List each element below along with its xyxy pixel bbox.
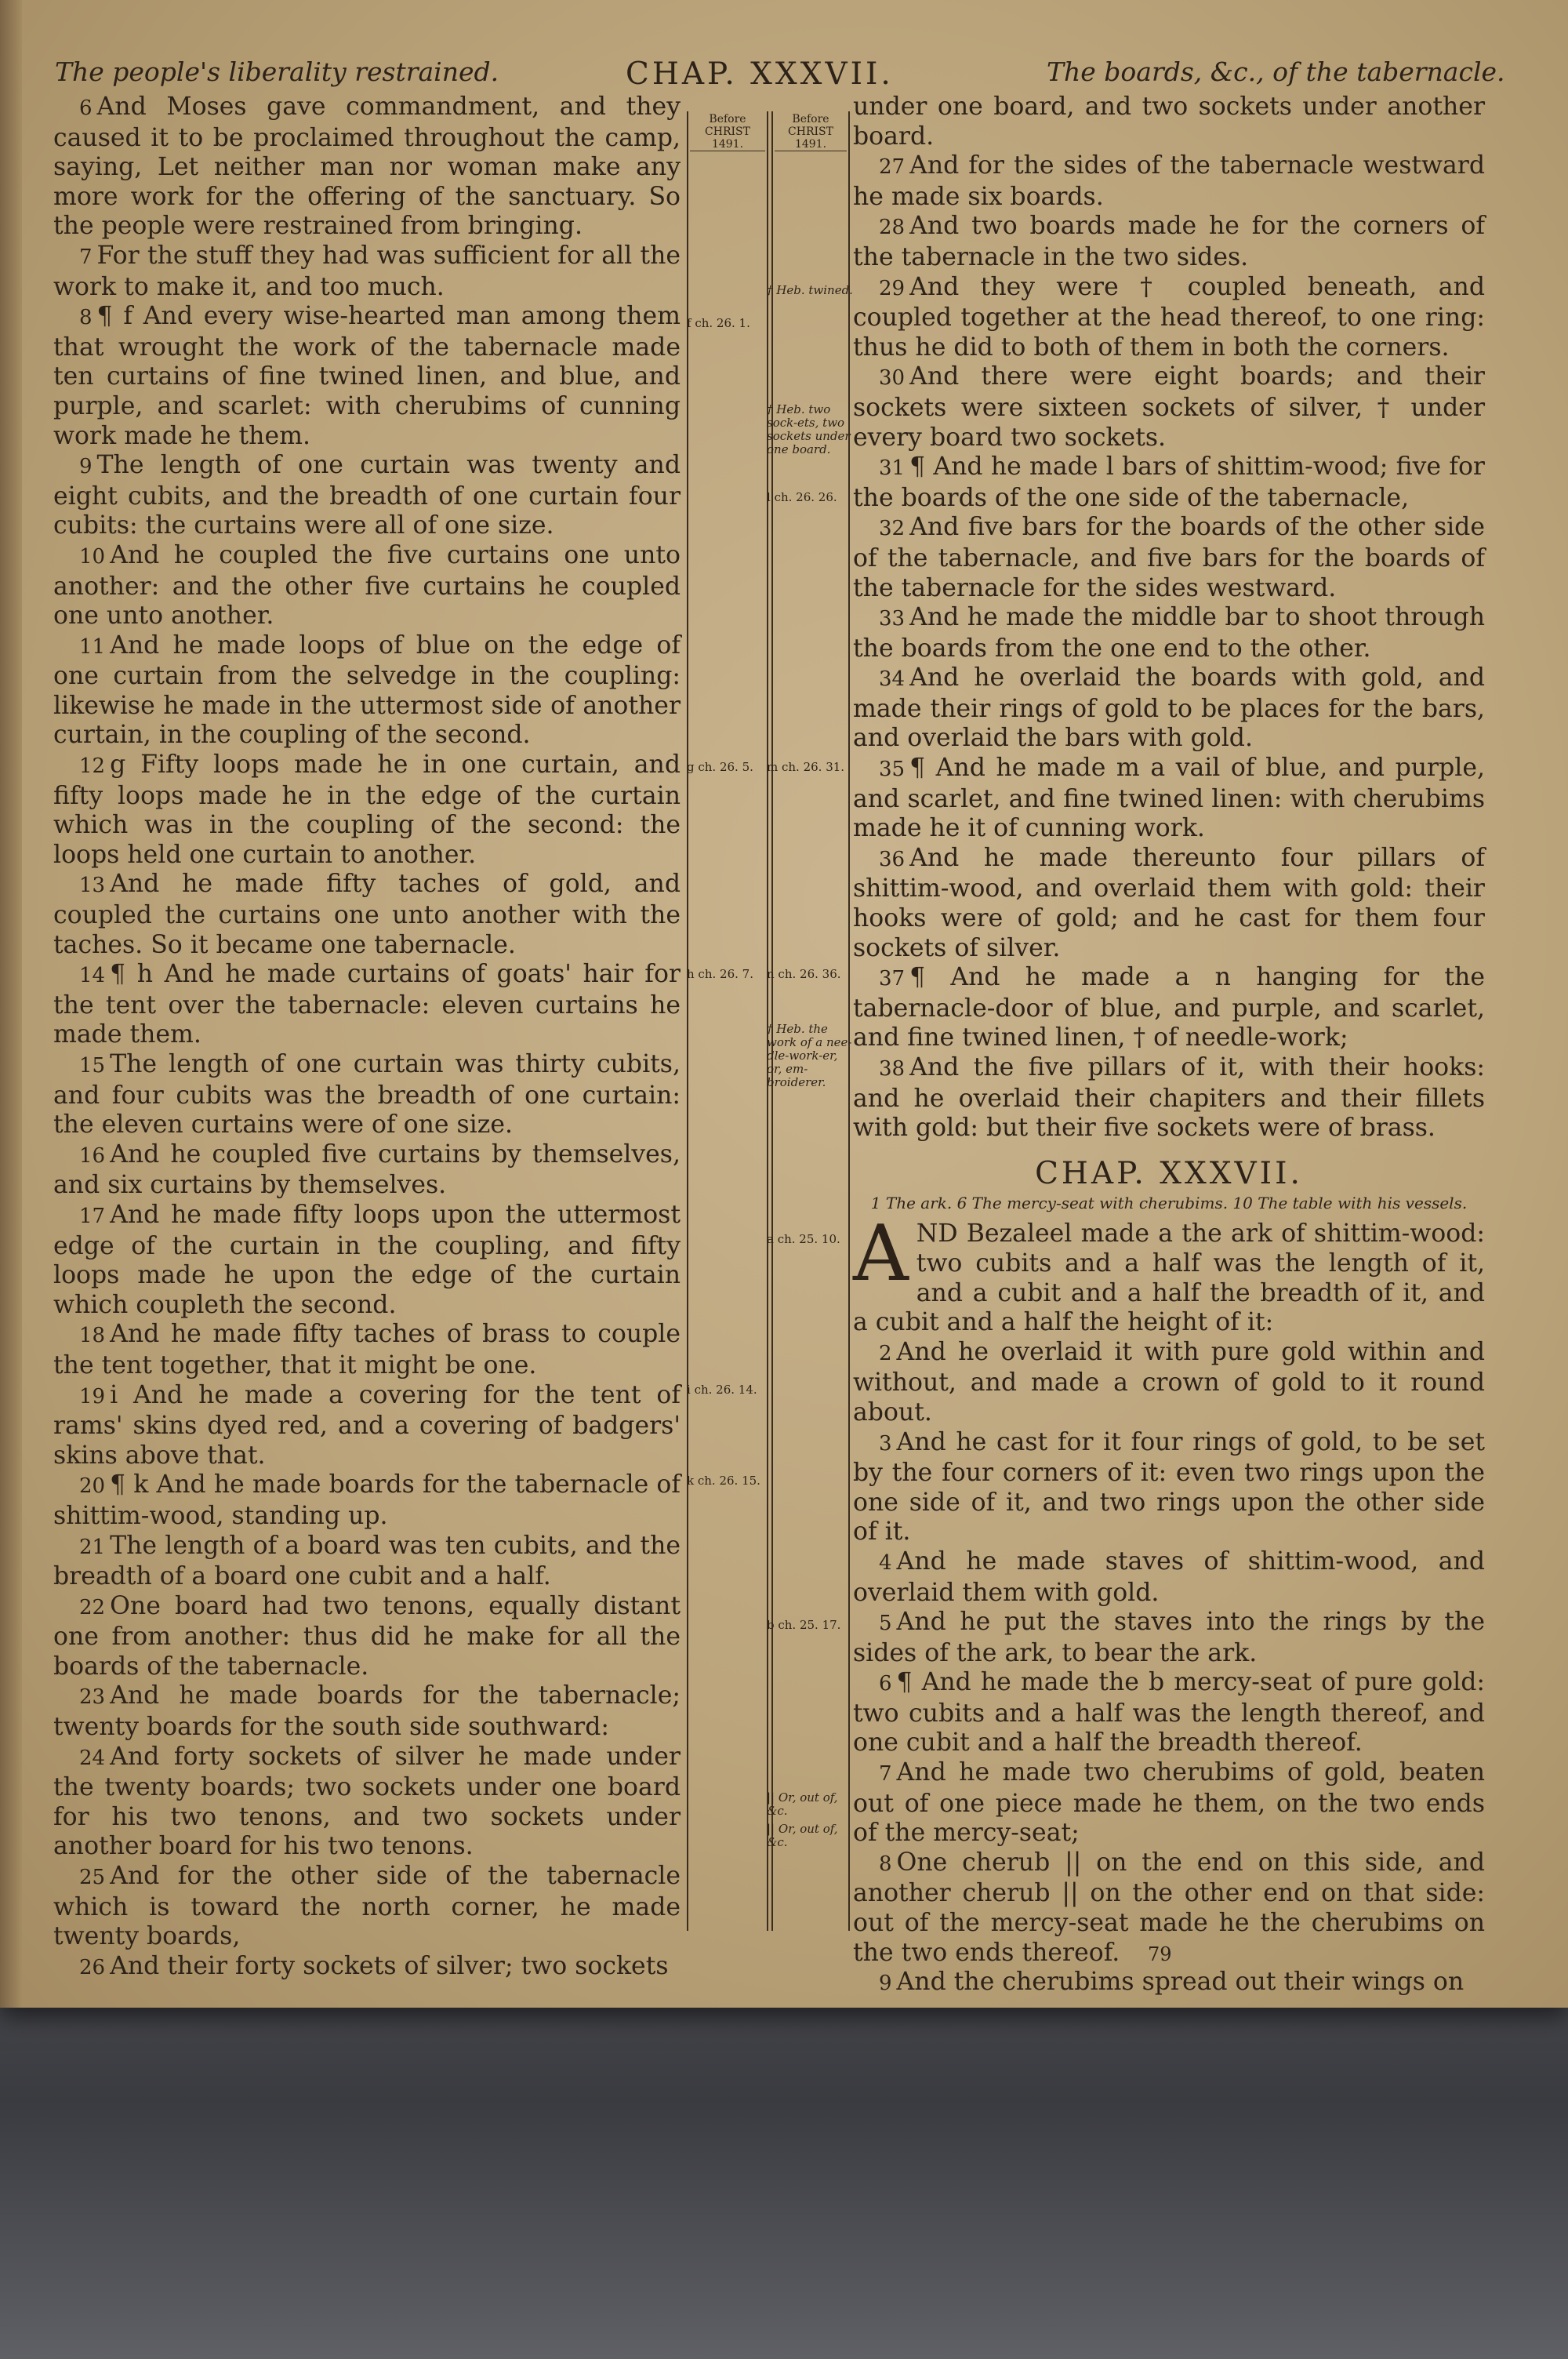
verse-text: And he made thereunto four pillars of shittim-wood, and overlaid them with gold: their hooks were of gold; and he cast for them four sockets of silver. [853,843,1485,962]
margin-note: † Heb. twined. [767,283,853,297]
verse [853,1608,1485,1668]
verse-number: 9 [879,1972,892,1996]
margin-date-right [775,113,847,151]
verse-text: And he made the middle bar to shoot through the boards from the one end to the other. [853,603,1485,663]
running-head-chapter: CHAP. XXXVII. [626,56,894,92]
left-text-column [53,93,681,1983]
verse-text: ND Bezaleel made a the ark of shittim-wood: two cubits and a half was the length of it, and a cubit and a half the breadth of it, and a cubit and a half the height of it: [853,1219,1485,1337]
verse-text: And forty sockets of silver he made under the twenty boards; two sockets under one board for his two tenons, and two sockets under another board for his two tenons. [53,1742,681,1861]
verse-number: 22 [79,1595,106,1619]
margin-note: f ch. 26. 1. [687,316,750,330]
verse [53,451,681,541]
verse-text: And he put the staves into the rings by the sides of the ark, to bear the ark. [853,1608,1485,1667]
margin-note: i ch. 26. 14. [687,1383,757,1397]
verse-text: And he made staves of shittim-wood, and overlaid them with gold. [853,1547,1485,1607]
running-head-left: The people's liberality restrained. [55,56,499,87]
verse [853,1428,1485,1547]
verse [53,870,681,960]
verse-number: 6 [79,96,93,120]
verse-number: 7 [79,245,93,269]
verse-text: And he coupled the five curtains one unto another: and the other five curtains he coupled one unto another. [53,540,681,631]
verse-text: ¶ h And he made curtains of goats' hair for the tent over the tabernacle: eleven curtains he made them. [53,960,681,1049]
verse-number: 37 [879,967,906,991]
verse-number: 14 [79,964,106,988]
verse-number: 38 [879,1057,906,1081]
verse-text: And he cast for it four rings of gold, to be set by the four corners of it: even two rings upon the one side of it, and two rings upon the other side of it. [853,1427,1485,1547]
verse-text: ¶ k And he made boards for the tabernacle of shittim-wood, standing up. [53,1470,681,1530]
margin-note: † Heb. two sock-ets, two sockets under one board. [767,402,851,456]
verse-continuation: under one board, and two sockets under another board. [853,93,1485,151]
margin-note: n ch. 26. 36. [767,967,841,981]
verse-text: ¶ f And every wise-hearted man among them that wrought the work of the tabernacle made ten curtains of fine twined linen, and blue, and purple, and scarlet: with cherubims of cunning work made he them. [53,302,681,450]
verse [53,1952,681,1983]
verse [53,631,681,751]
verse [53,1592,681,1682]
column-rule [771,111,773,1931]
margin-christ-label: CHRIST [705,125,750,138]
running-head-right: The boards, &c., of the tabernacle. [1047,56,1505,87]
verse-number: 18 [79,1324,106,1348]
verse [853,1053,1485,1143]
verse-number: 10 [79,544,106,569]
verse-number: 34 [879,667,906,692]
verse-number: 9 [79,455,93,479]
verse [53,1743,681,1862]
verse [853,963,1485,1053]
verse-text: ¶ And he made l bars of shittim-wood; five for the boards of the one side of the tabernacle, [853,453,1485,512]
verse-text: And he made fifty loops upon the uttermost edge of the curtain in the coupling, and fifty loops made he upon the edge of the curtain which coupleth the second. [53,1200,681,1319]
verse-text: And their forty sockets of silver; two sockets [110,1951,669,1980]
margin-date-left [690,113,765,151]
verse-number: 15 [79,1054,106,1078]
verse-number: 31 [879,456,906,481]
margin-note: g ch. 26. 5. [687,760,753,774]
verse-number: 13 [79,874,106,898]
page-number: 79 [1148,1943,1172,1965]
verse [853,151,1485,212]
verse-text: And he coupled five curtains by themselves, and six curtains by themselves. [53,1140,681,1200]
dropcap-letter: A [853,1209,909,1299]
verse-text: And he overlaid the boards with gold, and made their rings of gold to be places for the bars, and overlaid the bars with gold. [853,663,1485,753]
verse-text: And there were eight boards; and their sockets were sixteen sockets of silver, † under every board two sockets. [853,362,1485,452]
verse-number: 5 [879,1612,892,1636]
verse-number: 17 [79,1204,106,1228]
verse-number: 3 [879,1431,892,1456]
verse-text: And he made boards for the tabernacle; twenty boards for the south side southward: [53,1681,681,1742]
verse-number: 4 [879,1550,892,1575]
margin-note: l ch. 26. 26. [767,490,837,504]
verse-number: 29 [879,276,906,300]
verse [53,1681,681,1742]
verse [53,93,681,242]
verse-text: One cherub || on the end on this side, and another cherub || on the other end on that side: out of the mercy-seat made he the cherubims on the two ends thereof. [853,1848,1485,1967]
verse-text: And for the sides of the tabernacle westward he made six boards. [853,151,1485,211]
verse [53,302,681,451]
verse [53,1532,681,1592]
verse-text: The length of a board was ten cubits, and the breadth of a board one cubit and a half. [53,1531,681,1591]
margin-note: a ch. 25. 10. [767,1232,840,1246]
chapter-summary: 1 The ark. 6 The mercy-seat with cherubims. 10 The table with his vessels. [870,1194,1468,1213]
margin-note: || Or, out of, &c. [767,1790,838,1818]
verse-text: And he made fifty taches of gold, and coupled the curtains one unto another with the taches. So it became one tabernacle. [53,870,681,959]
verse-text: For the stuff they had was sufficient for all the work to make it, and too much. [53,241,681,301]
verse-text: i And he made a covering for the tent of rams' skins dyed red, and a covering of badgers' skins above that. [53,1380,681,1470]
column-rule [848,111,850,1931]
margin-year: 1491. [775,138,847,151]
verse-number: 2 [879,1341,892,1365]
verse-number: 33 [879,607,906,631]
margin-before-label: Before [792,113,829,125]
margin-before-label: Before [709,113,746,125]
verse-number: 30 [879,366,906,391]
verse [53,1470,681,1531]
right-text-column [853,93,1485,1999]
chapter-heading: CHAP. XXXVII. [1035,1155,1303,1191]
verse [53,541,681,631]
margin-note: † Heb. the work of a nee-dle-work-er, or, em-broiderer. [767,1022,852,1089]
verse-number: 25 [79,1866,106,1890]
verse [53,1201,681,1320]
verse [853,1758,1485,1848]
verse [853,1968,1485,1999]
margin-note: || Or, out of, &c. [767,1822,838,1849]
verse-number: 11 [79,634,106,659]
verse-text: And he made fifty taches of brass to couple the tent together, that it might be one. [53,1320,681,1379]
verse-text: One board had two tenons, equally distant one from another: thus did he make for all the boards of the tabernacle. [53,1591,681,1681]
verse-number: 8 [879,1852,892,1876]
verse-text: And he made two cherubims of gold, beaten out of one piece made he them, on the two ends of the mercy-seat; [853,1758,1485,1848]
verse-number: 6 [879,1672,892,1696]
verse [853,1668,1485,1758]
verse-number: 28 [879,216,906,240]
verse-text: And for the other side of the tabernacle which is toward the north corner, he made twenty boards, [53,1862,681,1951]
verse-number: 36 [879,847,906,871]
verse [853,754,1485,844]
verse-number: 24 [79,1746,106,1770]
verse [853,663,1485,754]
verse-text: The length of one curtain was thirty cubits, and four cubits was the breadth of one curtain: the eleven curtains were of one size. [53,1050,681,1140]
verse-text: And the cherubims spread out their wings on [896,1968,1465,1997]
margin-year: 1491. [690,138,765,151]
verse-number: 23 [79,1685,106,1710]
verse-number: 19 [79,1384,106,1408]
verse-number: 27 [879,155,906,180]
verse-number: 21 [79,1535,106,1559]
verse-text: And five bars for the boards of the other side of the tabernacle, and five bars for the boards of the tabernacle for the sides westward. [853,513,1485,602]
verse [853,453,1485,513]
verse-number: 7 [879,1762,892,1787]
verse-text: ¶ And he made the b mercy-seat of pure gold: two cubits and a half was the length thereof, and one cubit and a half the breadth thereof. [853,1668,1485,1757]
verse [53,1050,681,1140]
verse-text: And he overlaid it with pure gold within and without, and made a crown of gold to it round about. [853,1337,1485,1427]
verse [53,960,681,1050]
margin-note: b ch. 25. 17. [767,1618,841,1632]
verse [853,1338,1485,1428]
verse [53,1140,681,1201]
verse-text: And he made loops of blue on the edge of one curtain from the selvedge in the coupling: likewise he made in the uttermost side of another curtain, in the coupling of the second. [53,631,681,750]
verse [853,1547,1485,1608]
margin-note: k ch. 26. 15. [687,1474,760,1488]
verse-text: And Moses gave commandment, and they caused it to be proclaimed throughout the camp, saying, Let neither man nor woman make any more work for the offering of the sanctuary. So the people were restrained from bringing. [53,93,681,241]
verse [53,1320,681,1380]
margin-note: h ch. 26. 7. [687,967,753,981]
verse [853,273,1485,363]
verse [853,1209,1485,1337]
verse-text: The length of one curtain was twenty and eight cubits, and the breadth of one curtain four cubits: the curtains were all of one size. [53,451,681,540]
verse [53,1862,681,1952]
column-rule [767,111,768,1931]
column-rule [687,111,688,1931]
verse-number: 12 [79,754,106,779]
verse-number: 32 [879,517,906,541]
verse-number: 35 [879,758,906,782]
verse-text: And two boards made he for the corners of the tabernacle in the two sides. [853,212,1485,271]
verse-text: And they were † coupled beneath, and coupled together at the head thereof, to one ring: thus he did to both of them in both the corners. [853,272,1485,362]
verse-text: ¶ And he made a n hanging for the tabernacle-door of blue, and purple, and scarlet, and fine twined linen, † of needle-work; [853,963,1485,1052]
verse-number: 8 [79,306,93,330]
verse [853,513,1485,603]
verse [853,212,1485,272]
verse-text: g Fifty loops made he in one curtain, and fifty loops made he in the edge of the curtain which was in the coupling of the second: the loops held one curtain to another. [53,751,681,869]
margin-christ-label: CHRIST [788,125,833,138]
verse [53,242,681,302]
verse [53,751,681,870]
verse [853,362,1485,453]
verse-number: 20 [79,1474,106,1499]
verse-text: ¶ And he made m a vail of blue, and purple, and scarlet, and fine twined linen: with cherubims made he it of cunning work. [853,754,1485,843]
margin-note: m ch. 26. 31. [767,760,845,774]
verse-text: And the five pillars of it, with their hooks: and he overlaid their chapiters and their fillets with gold: but their five sockets were of brass. [853,1053,1485,1143]
page-gutter-edge [0,0,22,2008]
verse [853,603,1485,663]
verse-number: 26 [79,1955,106,1979]
verse [53,1381,681,1471]
verse-number: 16 [79,1143,106,1168]
verse [853,844,1485,963]
